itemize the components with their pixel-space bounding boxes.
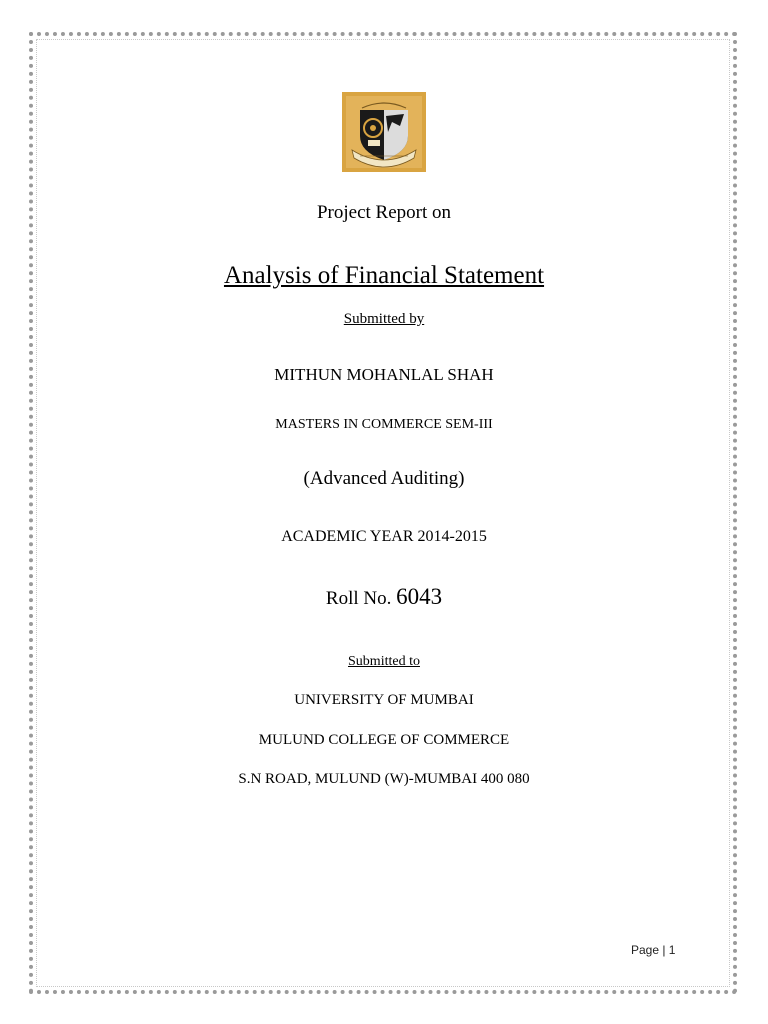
- student-name: MITHUN MOHANLAL SHAH: [274, 365, 494, 384]
- specialization: (Advanced Auditing): [303, 468, 465, 489]
- college-name: MULUND COLLEGE OF COMMERCE: [258, 732, 510, 748]
- university-name: UNIVERSITY OF MUMBAI: [294, 692, 474, 708]
- report-title: Analysis of Financial Statement: [223, 262, 545, 289]
- roll-label: Roll No.: [325, 588, 392, 609]
- report-label: Project Report on: [316, 202, 452, 223]
- roll-number-line: [0, 584, 768, 610]
- course-name: MASTERS IN COMMERCE SEM-III: [275, 417, 493, 432]
- submitted-by-label: Submitted by: [343, 311, 425, 327]
- page-number: Page | 1: [631, 943, 676, 957]
- submitted-to-label: Submitted to: [348, 654, 420, 669]
- academic-year: ACADEMIC YEAR 2014-2015: [281, 528, 487, 545]
- roll-number: 6043: [396, 584, 443, 609]
- college-crest-icon: [342, 92, 426, 172]
- college-address: S.N ROAD, MULUND (W)-MUMBAI 400 080: [238, 771, 530, 787]
- page-border: [29, 32, 737, 994]
